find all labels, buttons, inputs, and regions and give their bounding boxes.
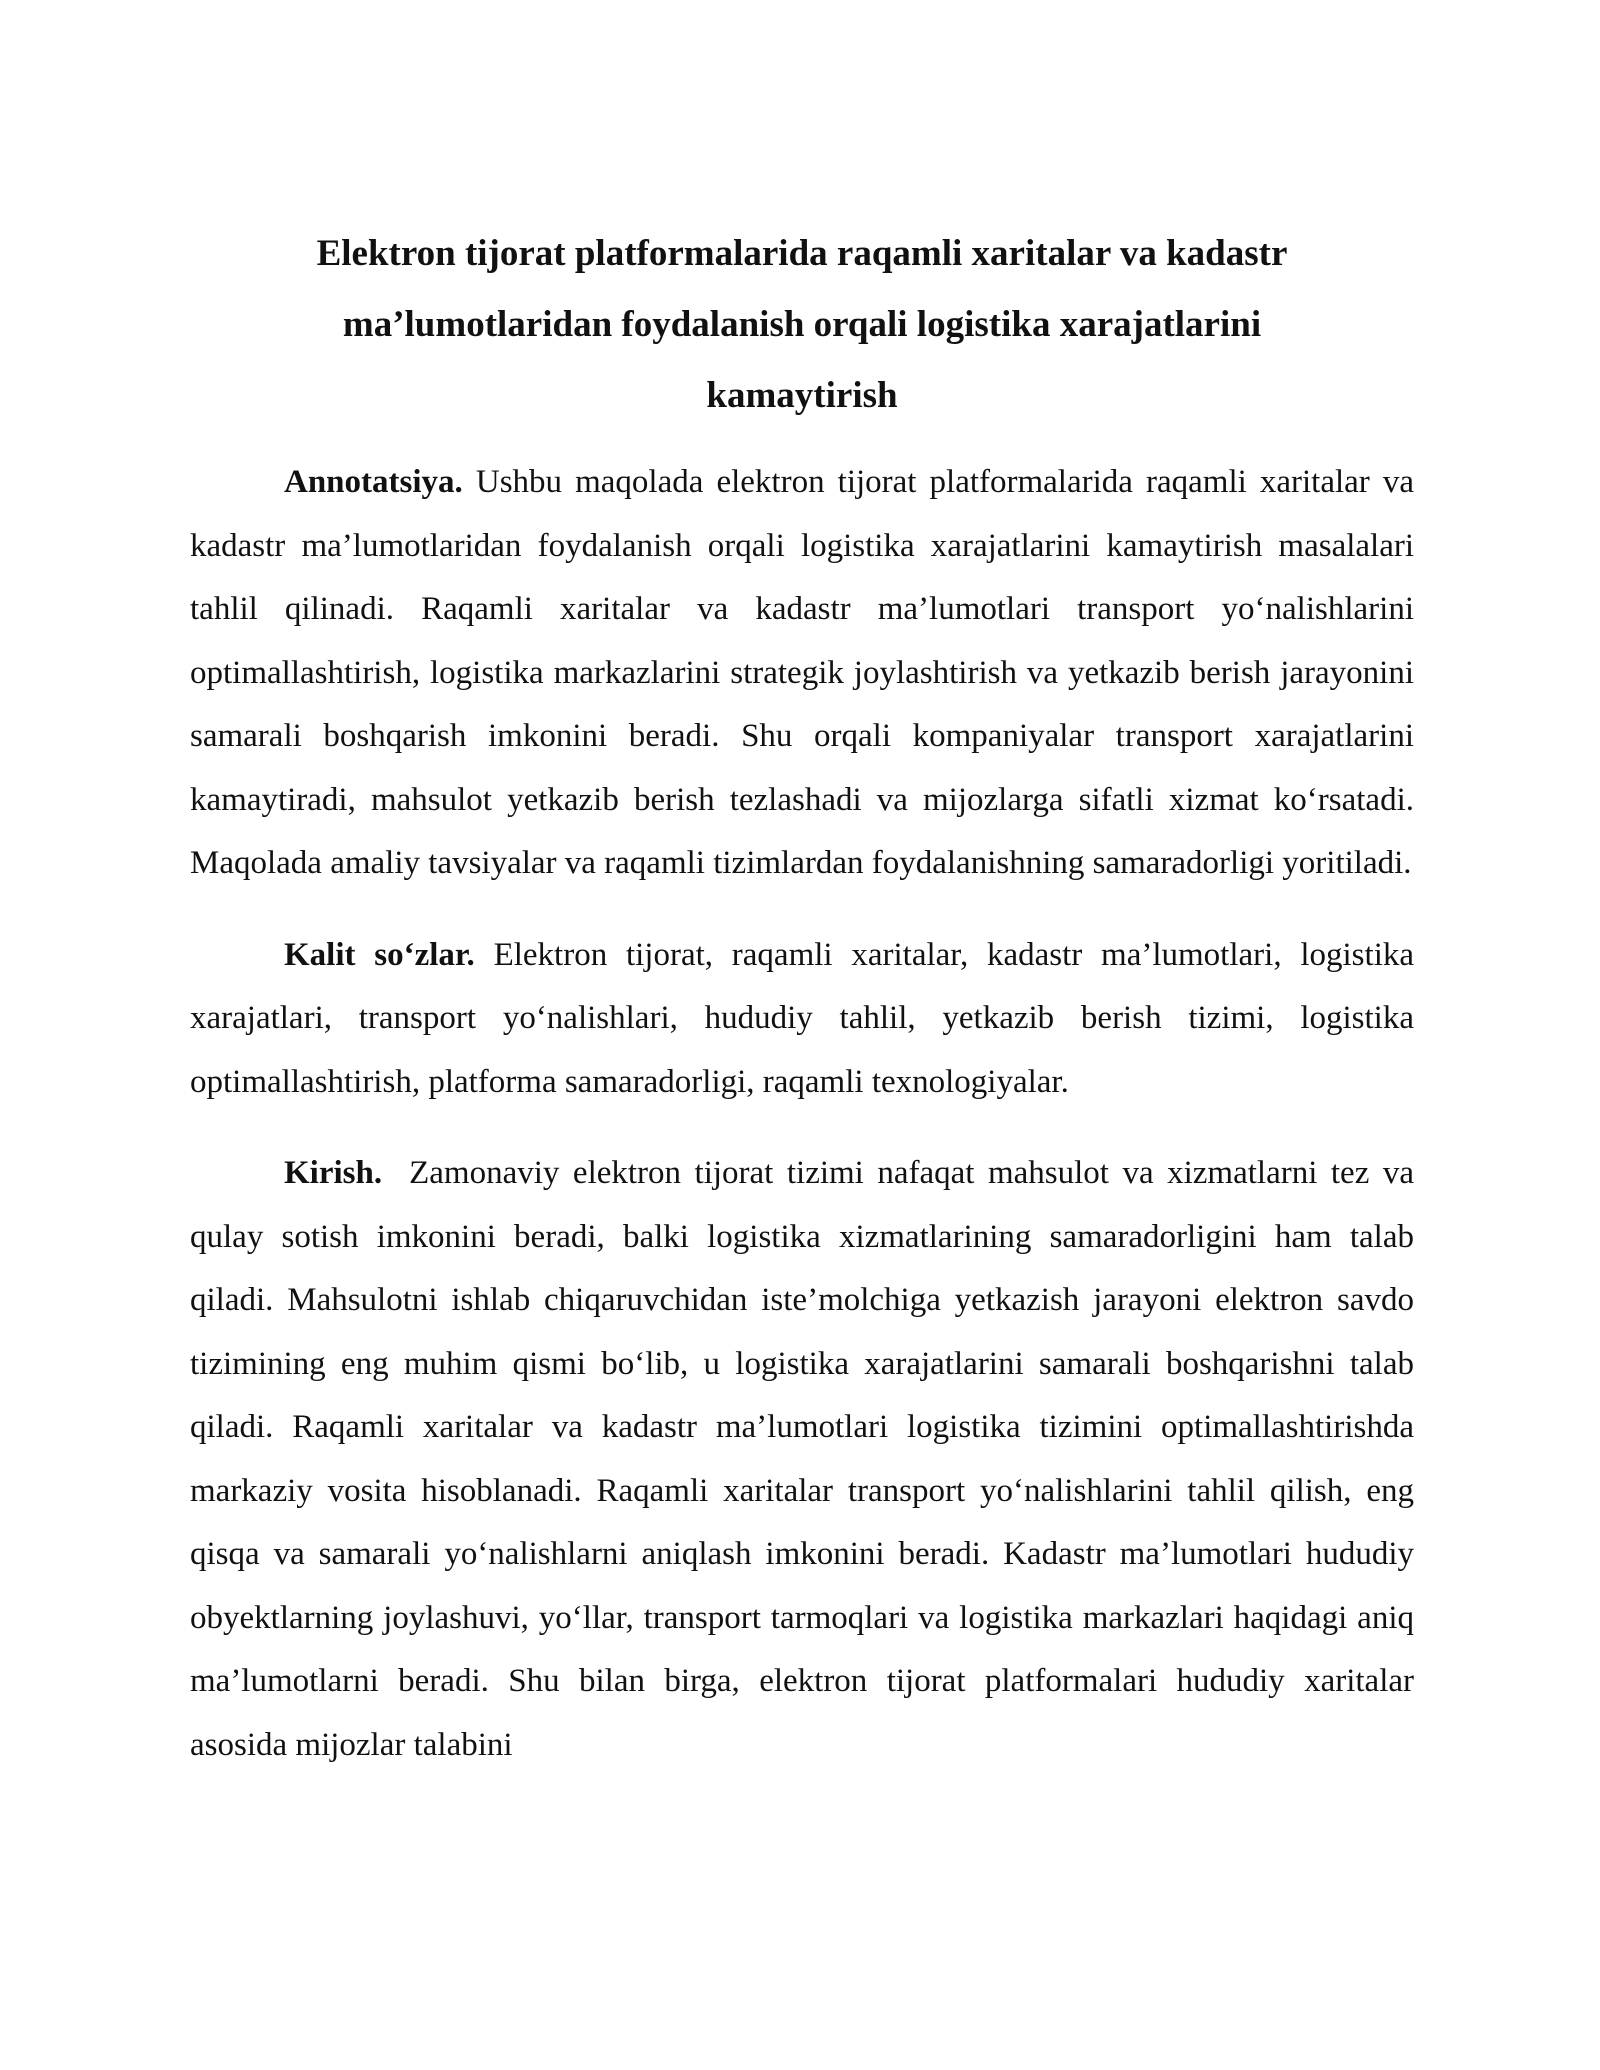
title-line-2: ma’lumotlaridan foydalanish orqali logistika xarajatlarini bbox=[342, 304, 1262, 345]
document-page bbox=[190, 218, 1414, 1777]
introduction-paragraph bbox=[190, 1142, 1414, 1777]
annotation-label: Annotatsiya. bbox=[284, 464, 463, 500]
paper-title bbox=[190, 218, 1414, 431]
keywords-paragraph bbox=[190, 924, 1414, 1115]
keywords-text: Elektron tijorat, raqamli xaritalar, kadastr ma’lumotlari, logistika xarajatlari, transport yo‘nalishlari, hududiy tahlil, yetkazib berish tizimi, logistika optimallashtirish, platforma samaradorligi, raqamli texnologiyalar. bbox=[190, 936, 1415, 1100]
keywords-label: Kalit so‘zlar. bbox=[284, 936, 475, 973]
annotation-text: Ushbu maqolada elektron tijorat platformalarida raqamli xaritalar va kadastr ma’lumotlaridan foydalanish orqali logistika xarajatlarini kamaytirish masalalari tahlil qilinadi. Raqamli xaritalar va kadastr ma’lumotlari transport yo‘nalishlarini optimallashtirish, logistika markazlarini strategik joylashtirish va yetkazib berish jarayonini samarali boshqarish imkonini beradi. Shu orqali kompaniyalar transport xarajatlarini kamaytiradi, mahsulot yetkazib berish tezlashadi va mijozlarga sifatli xizmat ko‘rsatadi. Maqolada amaliy tavsiyalar va raqamli tizimlardan foydalanishning samaradorligi yoritiladi. bbox=[190, 464, 1415, 881]
introduction-label: Kirish. bbox=[284, 1155, 383, 1191]
title-line-1: Elektron tijorat platformalarida raqamli xaritalar va kadastr bbox=[316, 233, 1288, 274]
annotation-paragraph bbox=[190, 451, 1414, 896]
introduction-text: Zamonaviy elektron tijorat tizimi nafaqat mahsulot va xizmatlarni tez va qulay sotish imkonini beradi, balki logistika xizmatlarining samaradorligini ham talab qiladi. Mahsulotni ishlab chiqaruvchidan iste’molchiga yetkazish jarayoni elektron savdo tizimining eng muhim qismi bo‘lib, u logistika xarajatlarini samarali boshqarishni talab qiladi. Raqamli xaritalar va kadastr ma’lumotlari logistika tizimini optimallashtirishda markaziy vosita hisoblanadi. Raqamli xaritalar transport yo‘nalishlarini tahlil qilish, eng qisqa va samarali yo‘nalishlarni aniqlash imkonini beradi. Kadastr ma’lumotlari hududiy obyektlarning joylashuvi, yo‘llar, transport tarmoqlari va logistika markazlari haqidagi aniq ma’lumotlarni beradi. Shu bilan birga, elektron tijorat platformalari hududiy xaritalar asosida mijozlar talabini bbox=[190, 1155, 1414, 1763]
title-line-3: kamaytirish bbox=[706, 375, 898, 416]
